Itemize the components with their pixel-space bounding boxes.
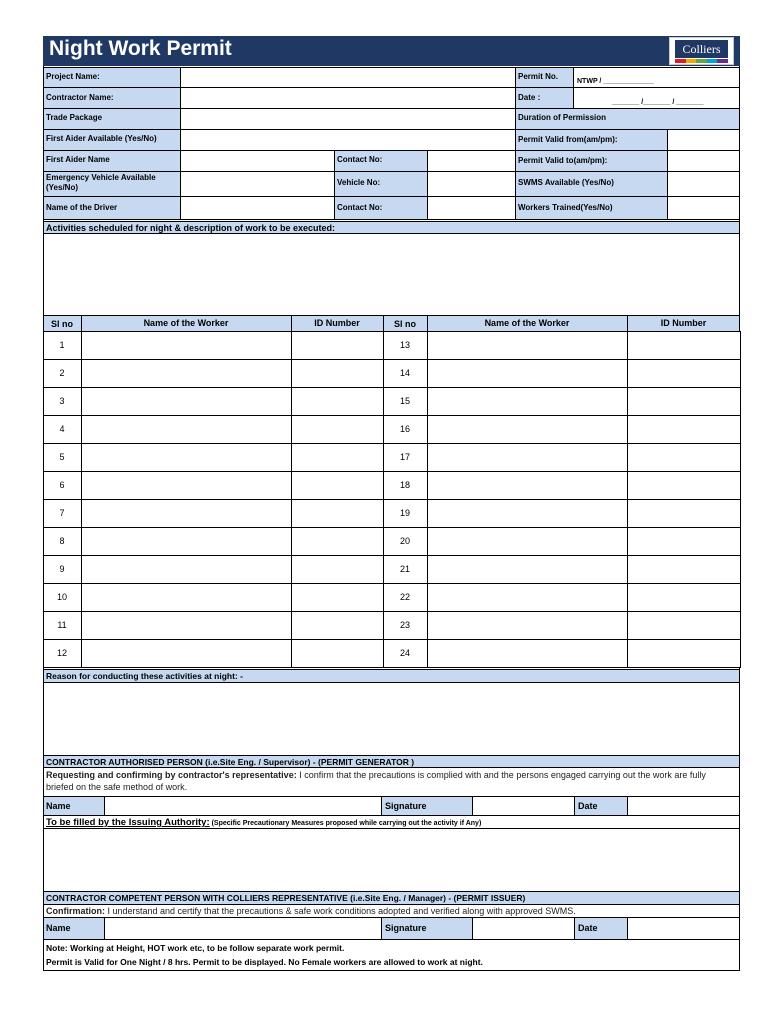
header-divider bbox=[291, 315, 292, 332]
worker-name-cell[interactable] bbox=[81, 359, 292, 388]
id-number-cell[interactable] bbox=[291, 359, 384, 388]
page-title: Night Work Permit bbox=[49, 37, 232, 60]
project-name-field[interactable] bbox=[180, 67, 516, 88]
id-number-cell[interactable] bbox=[291, 555, 384, 584]
row-number: 23 bbox=[399, 620, 410, 630]
id-number-cell[interactable] bbox=[291, 415, 384, 444]
issuing-authority-note: (Specific Precautionary Measures proposed while carrying out the activity if Any) bbox=[209, 820, 482, 827]
swms-label: SWMS Available (Yes/No) bbox=[518, 178, 614, 187]
id-number-cell[interactable] bbox=[627, 611, 741, 640]
vehicle-no-label: Vehicle No: bbox=[337, 178, 381, 187]
ca-date-field[interactable] bbox=[627, 796, 740, 816]
id-number-cell[interactable] bbox=[627, 555, 741, 584]
statement-bold: Requesting and confirming by contractor's representative: bbox=[46, 770, 297, 780]
row-number: 24 bbox=[399, 648, 410, 658]
worker-name-cell[interactable] bbox=[427, 555, 628, 584]
trade-package-field[interactable] bbox=[180, 108, 516, 130]
permit-no-value: NTWP / _____________ bbox=[577, 78, 654, 85]
row-number: 7 bbox=[59, 508, 65, 518]
header-divider bbox=[627, 315, 628, 332]
id-number-cell[interactable] bbox=[627, 387, 741, 416]
statement-text: I confirm that the precautions is complied with and the persons engaged carrying out the work are fully briefed on the safe method of work. bbox=[46, 770, 706, 792]
date-value: _______ /_______ / _______ bbox=[612, 99, 704, 106]
issuing-authority-title: To be filled by the Issuing Authority: bbox=[46, 817, 210, 828]
valid-from-field[interactable] bbox=[667, 129, 740, 151]
row-number: 15 bbox=[399, 396, 410, 406]
first-aider-available-field[interactable] bbox=[180, 129, 516, 151]
worker-name-cell[interactable] bbox=[81, 331, 292, 360]
ca-signature-field[interactable] bbox=[472, 796, 575, 816]
contact-no-1-field[interactable] bbox=[427, 150, 516, 172]
id-number-cell[interactable] bbox=[291, 499, 384, 528]
row-number: 12 bbox=[56, 648, 67, 658]
workers-col-header: ID Number bbox=[314, 318, 360, 328]
row-number: 6 bbox=[59, 480, 65, 490]
row-number: 13 bbox=[399, 340, 410, 350]
ca-signature-label: Signature bbox=[385, 801, 427, 811]
worker-name-cell[interactable] bbox=[81, 555, 292, 584]
worker-name-cell[interactable] bbox=[81, 527, 292, 556]
id-number-cell[interactable] bbox=[291, 527, 384, 556]
cp-date-label: Date bbox=[578, 923, 598, 933]
ca-name-field[interactable] bbox=[104, 796, 382, 816]
driver-name-field[interactable] bbox=[180, 196, 335, 220]
worker-name-cell[interactable] bbox=[81, 387, 292, 416]
valid-to-field[interactable] bbox=[667, 150, 740, 172]
driver-name-label: Name of the Driver bbox=[46, 203, 118, 212]
worker-name-cell[interactable] bbox=[81, 471, 292, 500]
confirmation-text: I understand and certify that the precautions & safe work conditions adopted and verified along with approved SWMS. bbox=[105, 906, 576, 916]
row-number: 22 bbox=[399, 592, 410, 602]
header-divider bbox=[383, 315, 384, 332]
header-divider bbox=[427, 315, 428, 332]
logo-text: Colliers bbox=[675, 40, 728, 58]
worker-name-cell[interactable] bbox=[81, 583, 292, 612]
worker-name-cell[interactable] bbox=[427, 499, 628, 528]
id-number-cell[interactable] bbox=[291, 639, 384, 668]
activities-textarea[interactable] bbox=[43, 233, 740, 316]
row-number: 2 bbox=[59, 368, 65, 378]
ca-name-label: Name bbox=[46, 801, 71, 811]
cp-signature-label: Signature bbox=[385, 923, 427, 933]
competent-person-heading: CONTRACTOR COMPETENT PERSON WITH COLLIERS REPRESENTATIVE (i.e.Site Eng. / Manager) - (PERMIT ISSUER) bbox=[46, 893, 526, 903]
workers-col-header: Sl no bbox=[394, 319, 416, 329]
first-aider-name-label: First Aider Name bbox=[46, 155, 110, 164]
ca-date-label: Date bbox=[578, 801, 598, 811]
cp-name-label: Name bbox=[46, 923, 71, 933]
worker-name-cell[interactable] bbox=[427, 387, 628, 416]
contact-no-2-label: Contact No: bbox=[337, 203, 383, 212]
permit-no-label: Permit No. bbox=[518, 72, 559, 81]
row-number: 11 bbox=[57, 620, 67, 630]
id-number-cell[interactable] bbox=[627, 471, 741, 500]
id-number-cell[interactable] bbox=[627, 527, 741, 556]
contact-no-2-field[interactable] bbox=[427, 196, 516, 220]
id-number-cell[interactable] bbox=[291, 331, 384, 360]
note-line-2: Permit is Valid for One Night / 8 hrs. Permit to be displayed. No Female workers are allowed to work at night. bbox=[46, 957, 483, 967]
id-number-cell[interactable] bbox=[291, 611, 384, 640]
cp-signature-field[interactable] bbox=[472, 917, 575, 940]
workers-trained-label: Workers Trained(Yes/No) bbox=[518, 203, 613, 212]
contact-no-1-label: Contact No: bbox=[337, 155, 383, 164]
workers-col-header: Name of the Worker bbox=[143, 318, 229, 328]
issuing-authority-textarea[interactable] bbox=[43, 828, 740, 892]
worker-name-cell[interactable] bbox=[427, 639, 628, 668]
row-number: 21 bbox=[399, 564, 410, 574]
contractor-name-label: Contractor Name: bbox=[46, 93, 114, 102]
contractor-name-field[interactable] bbox=[180, 87, 516, 109]
row-number: 8 bbox=[59, 536, 65, 546]
cp-name-field[interactable] bbox=[104, 917, 382, 940]
confirmation-statement bbox=[46, 905, 576, 917]
first-aider-name-field[interactable] bbox=[180, 150, 335, 172]
row-number: 20 bbox=[399, 536, 410, 546]
row-number: 5 bbox=[59, 452, 65, 462]
trade-package-label: Trade Package bbox=[46, 113, 103, 122]
row-number: 16 bbox=[399, 424, 410, 434]
project-name-label: Project Name: bbox=[46, 72, 100, 81]
emergency-vehicle-label: Emergency Vehicle Available (Yes/No) bbox=[46, 173, 156, 192]
confirmation-bold: Confirmation: bbox=[46, 906, 105, 916]
logo-stripes bbox=[675, 59, 728, 63]
id-number-cell[interactable] bbox=[627, 639, 741, 668]
id-number-cell[interactable] bbox=[627, 415, 741, 444]
contractor-authorised-statement bbox=[46, 769, 734, 793]
duration-label: Duration of Permission bbox=[518, 113, 607, 122]
id-number-cell[interactable] bbox=[291, 387, 384, 416]
contractor-authorised-heading: CONTRACTOR AUTHORISED PERSON (i.e.Site Eng. / Supervisor) - (PERMIT GENERATOR ) bbox=[46, 757, 415, 767]
workers-col-header: Name of the Worker bbox=[484, 318, 570, 328]
row-number: 19 bbox=[399, 508, 410, 518]
header-divider bbox=[81, 315, 82, 332]
vehicle-no-field[interactable] bbox=[427, 171, 516, 197]
row-number: 10 bbox=[56, 592, 67, 602]
worker-name-cell[interactable] bbox=[427, 331, 628, 360]
worker-name-cell[interactable] bbox=[81, 443, 292, 472]
worker-name-cell[interactable] bbox=[81, 415, 292, 444]
worker-name-cell[interactable] bbox=[427, 527, 628, 556]
reason-textarea[interactable] bbox=[43, 682, 740, 756]
id-number-cell[interactable] bbox=[627, 359, 741, 388]
first-aider-available-label: First Aider Available (Yes/No) bbox=[46, 134, 157, 143]
worker-name-cell[interactable] bbox=[427, 359, 628, 388]
row-number: 4 bbox=[59, 424, 65, 434]
emergency-vehicle-field[interactable] bbox=[180, 171, 335, 197]
id-number-cell[interactable] bbox=[291, 583, 384, 612]
swms-field[interactable] bbox=[667, 171, 740, 197]
cp-date-field[interactable] bbox=[627, 917, 740, 940]
note-line-1: Note: Working at Height, HOT work etc, to be follow separate work permit. bbox=[46, 943, 345, 953]
date-label: Date : bbox=[518, 93, 541, 102]
id-number-cell[interactable] bbox=[627, 499, 741, 528]
worker-name-cell[interactable] bbox=[427, 415, 628, 444]
id-number-cell[interactable] bbox=[627, 443, 741, 472]
worker-name-cell[interactable] bbox=[81, 639, 292, 668]
workers-col-header: Sl no bbox=[51, 319, 73, 329]
valid-to-label: Permit Valid to(am/pm): bbox=[518, 156, 608, 165]
worker-name-cell[interactable] bbox=[81, 611, 292, 640]
worker-name-cell[interactable] bbox=[427, 443, 628, 472]
worker-name-cell[interactable] bbox=[427, 471, 628, 500]
row-number: 17 bbox=[399, 452, 410, 462]
row-number: 9 bbox=[59, 564, 65, 574]
activities-heading: Activities scheduled for night & description of work to be executed: bbox=[46, 223, 336, 233]
id-number-cell[interactable] bbox=[291, 471, 384, 500]
workers-col-header: ID Number bbox=[660, 318, 707, 328]
id-number-cell[interactable] bbox=[627, 583, 741, 612]
workers-trained-field[interactable] bbox=[667, 196, 740, 220]
valid-from-label: Permit Valid from(am/pm): bbox=[518, 135, 618, 144]
id-number-cell[interactable] bbox=[627, 331, 741, 360]
row-number: 1 bbox=[59, 340, 65, 350]
row-number: 18 bbox=[399, 480, 410, 490]
row-number: 3 bbox=[59, 396, 65, 406]
row-number: 14 bbox=[399, 368, 410, 378]
worker-name-cell[interactable] bbox=[427, 583, 628, 612]
worker-name-cell[interactable] bbox=[427, 611, 628, 640]
id-number-cell[interactable] bbox=[291, 443, 384, 472]
worker-name-cell[interactable] bbox=[81, 499, 292, 528]
reason-heading: Reason for conducting these activities at night: - bbox=[46, 671, 243, 681]
